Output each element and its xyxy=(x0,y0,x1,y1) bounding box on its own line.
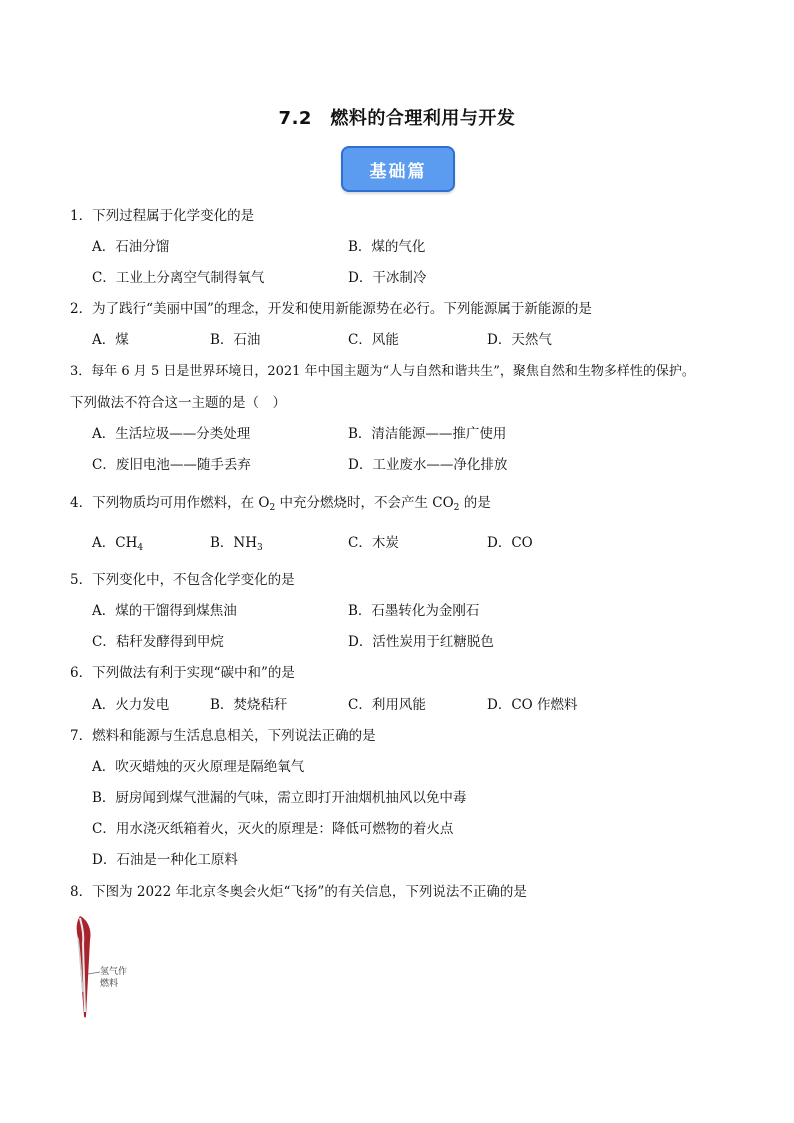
q3-option-b: B．清洁能源——推广使用 xyxy=(348,426,507,442)
question-7-stem: 7．燃料和能源与生活息息相关，下列说法正确的是 xyxy=(70,728,376,744)
q5-option-b: B．石墨转化为金刚石 xyxy=(348,603,480,619)
torch-label-line2: 燃料 xyxy=(100,979,119,989)
question-4-stem xyxy=(70,494,491,517)
q6-option-a: A．火力发电 xyxy=(92,697,170,713)
q4-option-b-sub: 3 xyxy=(257,543,263,553)
q7-option-a: A．吹灭蜡烛的灭火原理是隔绝氧气 xyxy=(92,759,305,775)
q4-option-b-text: B．NH xyxy=(210,535,258,551)
q6-option-b: B．焚烧秸秆 xyxy=(210,697,288,713)
q4-stem-part2: 中充分燃烧时，不会产生 CO xyxy=(275,495,454,511)
question-5-stem: 5．下列变化中，不包含化学变化的是 xyxy=(70,572,295,588)
question-3-stem-line2: 下列做法不符合这一主题的是（ ） xyxy=(70,395,286,411)
question-3-stem-line1: 3．每年 6 月 5 日是世界环境日，2021 年中国主题为“人与自然和谐共生”，聚焦自然和生物多样性的保护。 xyxy=(70,364,695,379)
q3-option-a: A．生活垃圾——分类处理 xyxy=(92,426,251,442)
q2-option-d: D．天然气 xyxy=(487,332,552,348)
q4-stem-part3: 的是 xyxy=(459,495,491,511)
question-6-stem: 6．下列做法有利于实现“碳中和”的是 xyxy=(70,665,295,681)
q4-option-a-text: A．CH xyxy=(92,535,138,551)
q1-option-c: C．工业上分离空气制得氧气 xyxy=(92,270,265,286)
torch-label-line1: 氢气作 xyxy=(100,967,128,977)
q1-option-b: B．煤的气化 xyxy=(348,239,426,255)
q5-option-a: A．煤的干馏得到煤焦油 xyxy=(92,603,237,619)
q4-option-b xyxy=(210,534,263,557)
q7-option-b: B．厨房闻到煤气泄漏的气味，需立即打开油烟机抽风以免中毒 xyxy=(92,790,467,806)
q1-option-d: D．干冰制冷 xyxy=(348,270,427,286)
q6-option-c: C．利用风能 xyxy=(348,697,426,713)
q4-stem-sub1: 2 xyxy=(269,503,276,513)
q3-option-d: D．工业废水——净化排放 xyxy=(348,457,508,473)
question-8-stem: 8．下图为 2022 年北京冬奥会火炬“飞扬”的有关信息，下列说法不正确的是 xyxy=(70,884,527,900)
torch-annotation xyxy=(100,966,127,990)
q7-option-c: C．用水浇灭纸箱着火，灭火的原理是：降低可燃物的着火点 xyxy=(92,821,454,837)
q2-option-c: C．风能 xyxy=(348,332,399,348)
q4-option-c: C．木炭 xyxy=(348,535,399,551)
q6-option-d: D．CO 作燃料 xyxy=(487,697,578,713)
section-badge: 基础篇 xyxy=(341,146,455,192)
page-title: 7.2 燃料的合理利用与开发 xyxy=(278,108,516,129)
torch-callout-line xyxy=(88,972,100,974)
question-2-stem: 2．为了践行“美丽中国”的理念，开发和使用新能源势在必行。下列能源属于新能源的是 xyxy=(70,301,592,317)
q4-stem-sub2: 2 xyxy=(453,503,460,513)
q4-stem-part1: 4．下列物质均可用作燃料，在 O xyxy=(70,495,270,511)
q5-option-d: D．活性炭用于红糖脱色 xyxy=(348,634,494,650)
q7-option-d: D．石油是一种化工原料 xyxy=(92,852,238,868)
q4-option-a xyxy=(92,534,143,557)
q5-option-c: C．秸秆发酵得到甲烷 xyxy=(92,634,224,650)
q2-option-b: B．石油 xyxy=(210,332,261,348)
q1-option-a: A．石油分馏 xyxy=(92,239,170,255)
q2-option-a: A．煤 xyxy=(92,332,129,348)
question-1-stem: 1．下列过程属于化学变化的是 xyxy=(70,208,255,224)
q3-option-c: C．废旧电池——随手丢弃 xyxy=(92,457,251,473)
q4-option-d: D．CO xyxy=(487,535,533,551)
q4-option-a-sub: 4 xyxy=(137,543,144,553)
